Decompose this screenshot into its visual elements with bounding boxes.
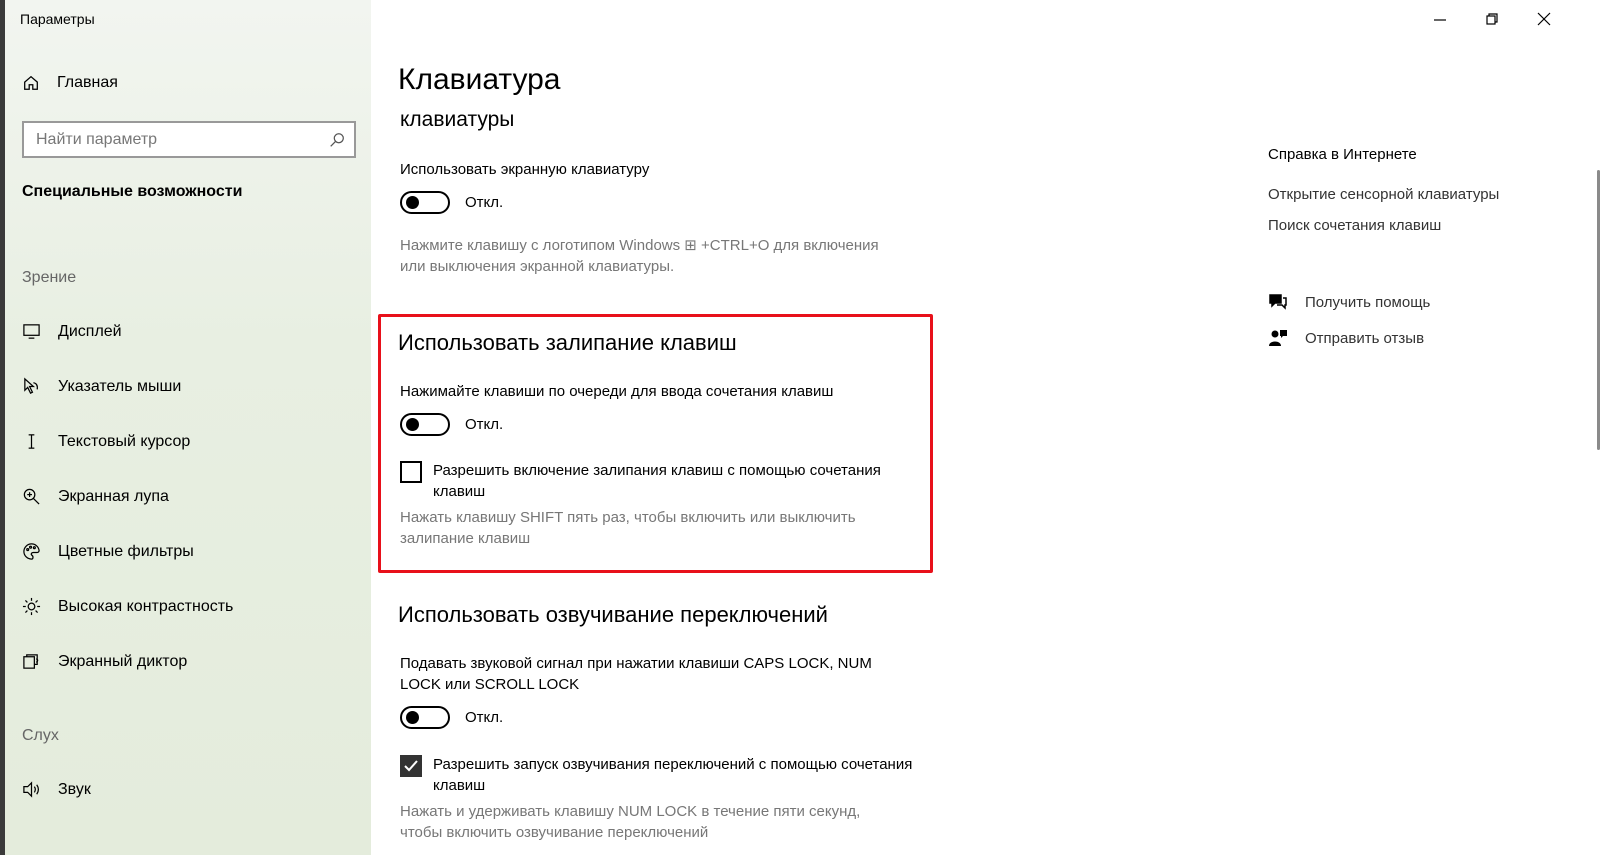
sticky-keys-hint: [400, 507, 920, 549]
get-help-label: Получить помощь: [1305, 293, 1431, 311]
send-feedback-label: Отправить отзыв: [1305, 329, 1425, 347]
hint-line: залипание клавиш: [400, 530, 531, 547]
sidebar-item-label: Указатель мыши: [58, 377, 182, 395]
home-link[interactable]: [22, 74, 118, 92]
sidebar-item-color-filters[interactable]: [22, 542, 194, 561]
sun-icon: [22, 597, 41, 616]
group-label-vision: Зрение: [22, 269, 77, 286]
sticky-keys-shortcut-checkbox[interactable]: [400, 461, 422, 483]
restore-icon: [1485, 12, 1499, 26]
hint-line: Нажать и удерживать клавишу NUM LOCK в течение пяти секунд,: [400, 803, 861, 820]
onscreen-keyboard-toggle[interactable]: [400, 191, 503, 214]
page-title: Клавиатура: [398, 63, 561, 96]
hint-line: Нажмите клавишу с логотипом Windows ⊞ +CTRL+O для включения: [400, 237, 879, 254]
section-subheading: клавиатуры: [400, 108, 515, 131]
toggle-switch[interactable]: [400, 191, 450, 214]
text-cursor-icon: [22, 432, 41, 451]
link-touch-keyboard[interactable]: Открытие сенсорной клавиатуры: [1268, 186, 1500, 203]
close-icon: [1537, 12, 1551, 26]
sidebar-item-label: Дисплей: [58, 322, 122, 340]
toggle-keys-label: [400, 653, 872, 695]
link-shortcut-search[interactable]: Поиск сочетания клавиш: [1268, 217, 1442, 234]
app-title: Параметры: [20, 11, 95, 27]
label-line: LOCK или SCROLL LOCK: [400, 676, 580, 693]
get-help-link[interactable]: [1268, 292, 1430, 312]
toggle-state-text: Откл.: [465, 416, 504, 433]
sticky-keys-label: Нажимайте клавиши по очереди для ввода сочетания клавиш: [400, 383, 834, 400]
home-icon: [22, 74, 40, 92]
label-line: Подавать звуковой сигнал при нажатии клавиши CAPS LOCK, NUM: [400, 655, 872, 672]
feedback-icon: [1268, 328, 1288, 348]
sidebar-item-label: Звук: [58, 780, 91, 798]
restore-button[interactable]: [1466, 0, 1518, 38]
sticky-keys-shortcut-option[interactable]: [400, 461, 923, 502]
toggle-keys-shortcut-checkbox[interactable]: [400, 755, 422, 777]
sidebar-item-sound[interactable]: [22, 780, 91, 799]
sidebar-item-high-contrast[interactable]: [22, 597, 233, 616]
sidebar-item-narrator[interactable]: [22, 652, 187, 671]
checkbox-label: Разрешить запуск озвучивания переключений с помощью сочетания клавиш: [433, 756, 913, 794]
sticky-keys-toggle[interactable]: [400, 413, 503, 436]
toggle-switch[interactable]: [400, 706, 450, 729]
sidebar-item-label: Текстовый курсор: [58, 432, 191, 450]
sidebar-item-text-cursor[interactable]: [22, 432, 190, 451]
checkbox-label: Разрешить включение залипания клавиш с помощью сочетания клавиш: [433, 462, 881, 500]
monitor-icon: [22, 322, 41, 341]
hint-line: Нажать клавишу SHIFT пять раз, чтобы включить или выключить: [400, 509, 856, 526]
chat-help-icon: [1268, 292, 1288, 312]
home-label: Главная: [57, 74, 118, 91]
minimize-button[interactable]: [1414, 0, 1466, 38]
close-button[interactable]: [1518, 0, 1570, 38]
settings-window: [5, 0, 1603, 855]
sidebar: [5, 0, 371, 855]
search-icon[interactable]: [328, 131, 346, 149]
online-help-title: Справка в Интернете: [1268, 146, 1417, 163]
toggle-state-text: Откл.: [465, 194, 504, 211]
current-section-title: Специальные возможности: [22, 183, 243, 200]
onscreen-keyboard-label: Использовать экранную клавиатуру: [400, 161, 650, 178]
palette-icon: [22, 542, 41, 561]
sidebar-item-display[interactable]: [22, 322, 122, 341]
send-feedback-link[interactable]: [1268, 328, 1424, 348]
speaker-icon: [22, 780, 41, 799]
toggle-keys-title: Использовать озвучивание переключений: [398, 602, 828, 627]
sidebar-item-label: Цветные фильтры: [58, 542, 194, 560]
search-box[interactable]: [22, 121, 356, 158]
minimize-icon: [1433, 12, 1447, 26]
onscreen-keyboard-hint: [400, 235, 920, 277]
magnifier-icon: [22, 487, 41, 506]
scrollbar[interactable]: [1597, 170, 1600, 450]
mouse-pointer-icon: [22, 377, 41, 396]
toggle-keys-hint: [400, 801, 920, 843]
sticky-keys-title: Использовать залипание клавиш: [398, 330, 737, 355]
hint-line: чтобы включить озвучивание переключений: [400, 824, 709, 841]
toggle-state-text: Откл.: [465, 709, 504, 726]
sidebar-item-label: Экранная лупа: [58, 487, 169, 505]
main-content: [371, 0, 1603, 855]
sidebar-item-magnifier[interactable]: [22, 487, 169, 506]
sidebar-item-mouse-pointer[interactable]: [22, 377, 181, 396]
toggle-switch[interactable]: [400, 413, 450, 436]
sidebar-item-label: Экранный диктор: [58, 652, 188, 670]
toggle-keys-shortcut-option[interactable]: [400, 755, 923, 796]
toggle-keys-toggle[interactable]: [400, 706, 503, 729]
narrator-icon: [22, 652, 41, 671]
sidebar-item-label: Высокая контрастность: [58, 597, 234, 615]
search-input[interactable]: [24, 131, 328, 149]
hint-line: или выключения экранной клавиатуры.: [400, 258, 675, 275]
checkmark-icon: [403, 758, 419, 774]
group-label-hearing: Слух: [22, 727, 59, 744]
